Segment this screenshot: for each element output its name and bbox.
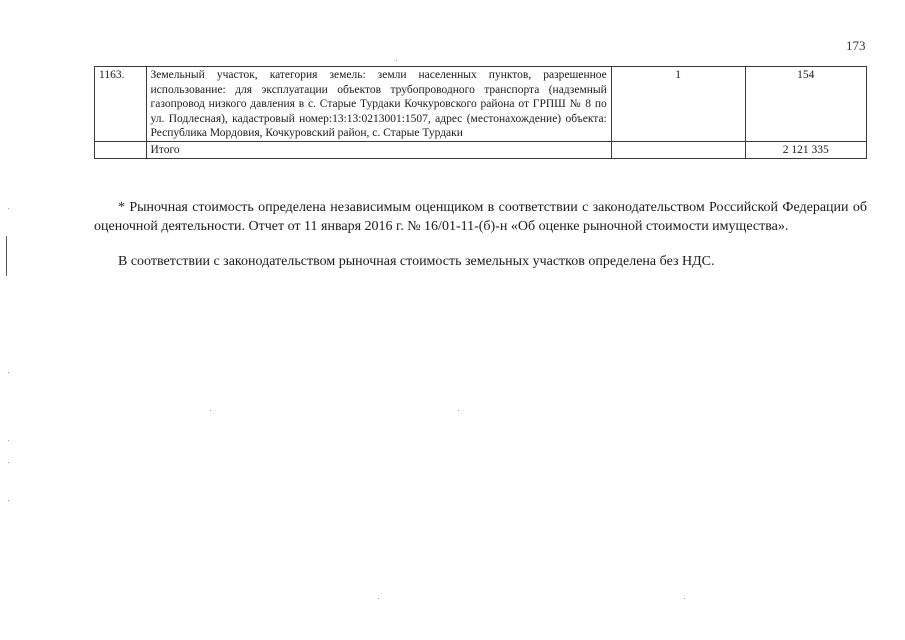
row-value-cell: 154	[745, 67, 866, 142]
total-value-cell: 2 121 335	[745, 141, 866, 158]
total-label-cell: Итого	[146, 141, 611, 158]
scan-speck	[396, 60, 397, 61]
scan-speck	[8, 462, 9, 463]
scan-speck	[684, 598, 685, 599]
scan-speck	[458, 410, 459, 411]
scan-speck	[8, 440, 9, 441]
total-empty-cell	[611, 141, 745, 158]
vat-note: В соответствии с законодательством рыночная стоимость земельных участков определена без НДС.	[118, 254, 715, 269]
table-row	[95, 67, 867, 142]
scan-speck	[8, 372, 9, 373]
page-number: 173	[846, 38, 866, 53]
scan-speck	[8, 500, 9, 501]
scan-speck	[210, 410, 211, 411]
total-empty-cell	[95, 141, 147, 158]
scan-speck	[8, 208, 9, 209]
market-value-footnote: * Рыночная стоимость определена независимым оценщиком в соответствии с законодательством Российской Федерации об оценочной деятельности. Отчет от 11 января 2016 г. № 16/01-11-(б)-н «Об оценке рыночной стоимости имущества».	[94, 200, 867, 234]
row-number-cell: 1163.	[95, 67, 147, 142]
scan-speck	[378, 598, 379, 599]
scan-margin-mark	[6, 236, 7, 276]
property-table	[94, 66, 867, 159]
row-description-cell: Земельный участок, категория земель: земли населенных пунктов, разрешенное использование: для эксплуатации объектов трубопроводного транспорта (надземный газопровод низкого давления в с. Старые Турдаки Кочкуровского района от ГРПШ № 8 по ул. Подлесная), кадастровый номер:13:13:0213001:1507, адрес (местонахождение) объекта: Республика Мордовия, Кочкуровский район, с. Старые Турдаки	[146, 67, 611, 142]
row-quantity-cell: 1	[611, 67, 745, 142]
total-row	[95, 141, 867, 158]
